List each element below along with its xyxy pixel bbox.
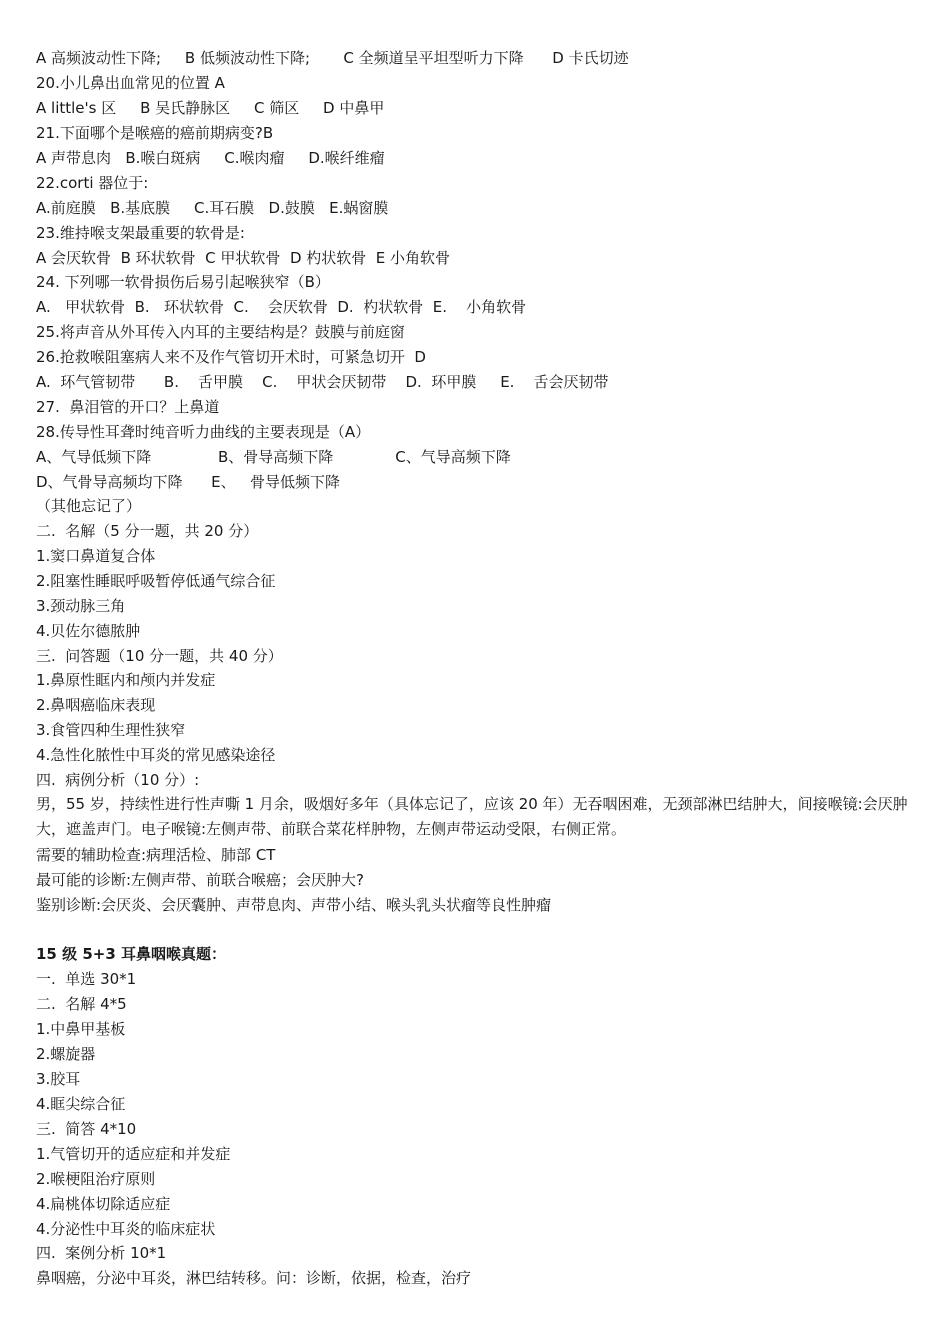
case-paragraph: 男，55 岁，持续性进行性声嘶 1 月余，吸烟好多年（具体忘记了，应该 20 年）无吞咽困难，无颈部淋巴结肿大，间接喉镜:会厌肿大，遮盖声门。电子喉镜:左侧声带、前联合菜花样肿物，左侧声带运动受限，右侧正常。 xyxy=(36,795,908,838)
text-line: 4.扁桃体切除适应症 xyxy=(36,1195,171,1213)
text-line: A 声带息肉 B.喉白斑病 C.喉肉瘤 D.喉纤维瘤 xyxy=(36,149,385,167)
text-line: 2.喉梗阻治疗原则 xyxy=(36,1170,156,1188)
section-heading: 一. 单选 30*1 xyxy=(36,970,137,988)
text-line: 26.抢救喉阻塞病人来不及作气管切开术时，可紧急切开 D xyxy=(36,348,426,366)
text-line: 25.将声音从外耳传入内耳的主要结构是？鼓膜与前庭窗 xyxy=(36,323,405,341)
text-line: 鼻咽癌，分泌中耳炎，淋巴结转移。问：诊断，依据，检查，治疗 xyxy=(36,1269,472,1287)
text-line: 2.阻塞性睡眠呼吸暂停低通气综合征 xyxy=(36,572,276,590)
text-line: 鉴别诊断:会厌炎、会厌囊肿、声带息肉、声带小结、喉头乳头状瘤等良性肿瘤 xyxy=(36,896,552,914)
text-line: A.前庭膜 B.基底膜 C.耳石膜 D.鼓膜 E.蜗窗膜 xyxy=(36,199,389,217)
text-line: A little's 区 B 吴氏静脉区 C 筛区 D 中鼻甲 xyxy=(36,99,385,117)
text-line: A、气导低频下降 B、骨导高频下降 C、气导高频下降 xyxy=(36,448,511,466)
text-line: 4.眶尖综合征 xyxy=(36,1095,126,1113)
text-line: A 会厌软骨 B 环状软骨 C 甲状软骨 D 杓状软骨 E 小角软骨 xyxy=(36,249,451,267)
exam-title: 15 级 5+3 耳鼻咽喉真题： xyxy=(36,945,226,963)
text-line: 2.螺旋器 xyxy=(36,1045,96,1063)
text-line: 23.维持喉支架最重要的软骨是: xyxy=(36,224,245,242)
section-heading: 二. 名解（5 分一题，共 20 分） xyxy=(36,522,259,540)
section-heading: 三. 问答题（10 分一题，共 40 分） xyxy=(36,647,283,665)
section-heading: 四. 案例分析 10*1 xyxy=(36,1244,167,1262)
text-line: 1.窦口鼻道复合体 xyxy=(36,547,156,565)
text-line: A 高频波动性下降; B 低频波动性下降; C 全频道呈平坦型听力下降 D 卡氏切迹 xyxy=(36,49,629,67)
section-heading: 二. 名解 4*5 xyxy=(36,995,127,1013)
section-heading: 三. 简答 4*10 xyxy=(36,1120,137,1138)
text-line: A. 甲状软骨 B. 环状软骨 C. 会厌软骨 D. 杓状软骨 E. 小角软骨 xyxy=(36,298,527,316)
text-line: 4.贝佐尔德脓肿 xyxy=(36,622,141,640)
text-line: 20.小儿鼻出血常见的位置 A xyxy=(36,74,225,92)
text-line: D、气骨导高频均下降 E、 骨导低频下降 xyxy=(36,473,340,491)
text-line: A. 环气管韧带 B. 舌甲膜 C. 甲状会厌韧带 D. 环甲膜 E. 舌会厌韧带 xyxy=(36,373,609,391)
text-line: 3.胶耳 xyxy=(36,1070,81,1088)
text-line: 4.分泌性中耳炎的临床症状 xyxy=(36,1220,216,1238)
text-line: 需要的辅助检查:病理活检、肺部 CT xyxy=(36,846,276,864)
section-heading: 四. 病例分析（10 分）: xyxy=(36,771,200,789)
text-line: （其他忘记了） xyxy=(36,497,142,515)
text-line: 1.气管切开的适应症和并发症 xyxy=(36,1145,231,1163)
text-line: 3.食管四种生理性狭窄 xyxy=(36,721,186,739)
text-line: 3.颈动脉三角 xyxy=(36,597,126,615)
text-line: 21.下面哪个是喉癌的癌前期病变?B xyxy=(36,124,274,142)
text-line: 2.鼻咽癌临床表现 xyxy=(36,696,156,714)
text-line: 4.急性化脓性中耳炎的常见感染途径 xyxy=(36,746,276,764)
text-line: 27. 鼻泪管的开口？上鼻道 xyxy=(36,398,220,416)
text-line: 1.中鼻甲基板 xyxy=(36,1020,126,1038)
text-line: 1.鼻原性眶内和颅内并发症 xyxy=(36,671,216,689)
text-line: 22.corti 器位于: xyxy=(36,174,149,192)
text-line: 最可能的诊断:左侧声带、前联合喉癌；会厌肿大? xyxy=(36,871,365,889)
text-line: 28.传导性耳聋时纯音听力曲线的主要表现是（A） xyxy=(36,423,371,441)
text-line: 24. 下列哪一软骨损伤后易引起喉狭窄（B） xyxy=(36,273,330,291)
